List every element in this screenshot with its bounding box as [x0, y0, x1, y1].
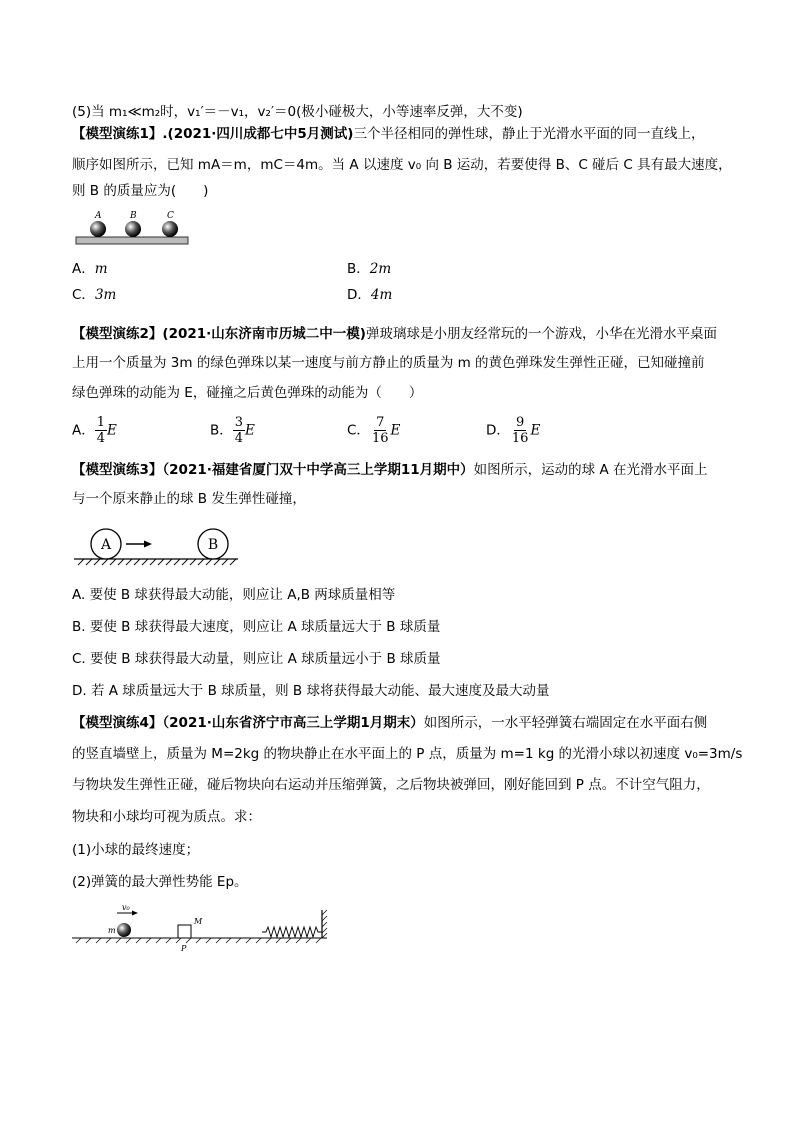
- q2-option-a[interactable]: A． $\frac{1}{4}$ E: [72, 415, 117, 446]
- q4-arrow-head: [132, 911, 138, 916]
- q4-line2: 的竖直墙壁上，质量为 M=2kg 的物块静止在水平面上的 P 点，质量为 m=1 kg 的光滑小球以初速度 v₀=3m/s: [72, 746, 743, 762]
- q1-surface: [76, 237, 188, 244]
- q4-ball-m: [117, 923, 131, 937]
- q3-option-b[interactable]: B. 要使 B 球获得最大速度，则应让 A 球质量远大于 B 球质量: [72, 619, 441, 635]
- q1-line3: 则 B 的质量应为( ): [72, 183, 209, 199]
- q3-text1: 如图所示，运动的球 A 在光滑水平面上: [473, 462, 708, 478]
- q3-label-a: A: [100, 537, 112, 553]
- q3-tag: 【模型演练3】: [72, 462, 163, 478]
- q3-arrow-head: [144, 541, 152, 548]
- q4-source: （2021·山东省济宁市高三上学期1月期末）: [162, 715, 424, 731]
- q3-label-b: B: [207, 537, 219, 553]
- q4-line1: [72, 713, 707, 733]
- q1-option-d[interactable]: D．4m: [347, 287, 393, 303]
- q1-line1: [72, 124, 704, 144]
- q3-line1: [72, 460, 707, 480]
- q1-label-b: B: [130, 211, 137, 221]
- q1-option-a[interactable]: A．m: [72, 261, 108, 277]
- q1-tag: 【模型演练1】: [72, 126, 163, 142]
- q1-option-c[interactable]: C．3m: [72, 287, 117, 303]
- q2-option-c[interactable]: C． $\frac{7}{16}$ E: [347, 415, 401, 446]
- q1-label-c: C: [167, 211, 174, 221]
- q3-option-a[interactable]: A. 要使 B 球获得最大动能，则应让 A,B 两球质量相等: [72, 587, 396, 603]
- q3-option-c[interactable]: C. 要使 B 球获得最大动量，则应让 A 球质量远小于 B 球质量: [72, 651, 441, 667]
- q4-tag: 【模型演练4】: [72, 715, 163, 731]
- q3-ground-hatch: [78, 559, 236, 565]
- q4-spring-figure: [72, 902, 334, 956]
- q2-line1: [72, 324, 717, 344]
- q2-option-d[interactable]: D． $\frac{9}{16}$ E: [486, 415, 541, 446]
- q2-line2: 上用一个质量为 3m 的绿色弹珠以某一速度与前方静止的质量为 m 的黄色弹珠发生弹性正碰，已知碰撞前: [72, 355, 705, 371]
- q1-ball-a: [90, 221, 106, 237]
- q2-tag: 【模型演练2】: [72, 326, 163, 342]
- q4-wall-hatch: [322, 910, 327, 938]
- q4-label-m: m: [108, 926, 116, 935]
- q2-source: (2021·山东济南市历城二中一模): [162, 326, 366, 342]
- q4-spring: [262, 927, 322, 937]
- q1-text1: 三个半径相同的弹性球，静止于光滑水平面的同一直线上，: [353, 126, 705, 142]
- q1-line2: 顺序如图所示，已知 mA＝m，mC＝4m。当 A 以速度 v₀ 向 B 运动，若要使得 B、C 碰后 C 具有最大速度，: [72, 157, 732, 173]
- q4-line4: 物块和小球均可视为质点。求：: [72, 809, 261, 825]
- q3-collision-figure: [72, 525, 244, 575]
- intro-line: (5)当 m₁≪m₂时，v₁′＝－v₁，v₂′＝0(极小碰极大，小等速率反弹，大不变): [72, 104, 523, 120]
- q4-sub1: (1)小球的最终速度；: [72, 842, 200, 858]
- q2-text1: 弹玻璃球是小朋友经常玩的一个游戏，小华在光滑水平桌面: [365, 326, 717, 342]
- q4-line3: 与物块发生弹性正碰，碰后物块向右运动并压缩弹簧，之后物块被弹回，刚好能回到 P 点。不计空气阻力，: [72, 777, 710, 793]
- q4-label-v0: v₀: [122, 903, 130, 912]
- q1-three-balls-figure: [72, 207, 192, 249]
- q1-label-a: A: [95, 211, 102, 221]
- q1-ball-b: [125, 221, 141, 237]
- q3-line2: 与一个原来静止的球 B 发生弹性碰撞，: [72, 491, 306, 507]
- q4-label-P: P: [181, 944, 187, 953]
- q4-text1: 如图所示，一水平轻弹簧右端固定在水平面右侧: [423, 715, 708, 731]
- q1-source: .(2021·四川成都七中5月测试): [162, 126, 354, 142]
- q1-ball-c: [162, 221, 178, 237]
- q4-block-m: [178, 925, 191, 938]
- q4-ground-hatch: [76, 938, 321, 943]
- q4-sub2: (2)弹簧的最大弹性势能 Ep。: [72, 874, 248, 890]
- q4-label-M: M: [194, 917, 203, 926]
- q3-source: （2021·福建省厦门双十中学高三上学期11月期中）: [162, 462, 474, 478]
- q2-option-b[interactable]: B． $\frac{3}{4}$ E: [210, 415, 255, 446]
- q3-option-d[interactable]: D. 若 A 球质量远大于 B 球质量，则 B 球将获得最大动能、最大速度及最大动量: [72, 683, 550, 699]
- q2-line3: 绿色弹珠的动能为 E，碰撞之后黄色弹珠的动能为（ ）: [72, 385, 423, 401]
- q1-option-b[interactable]: B．2m: [347, 261, 392, 277]
